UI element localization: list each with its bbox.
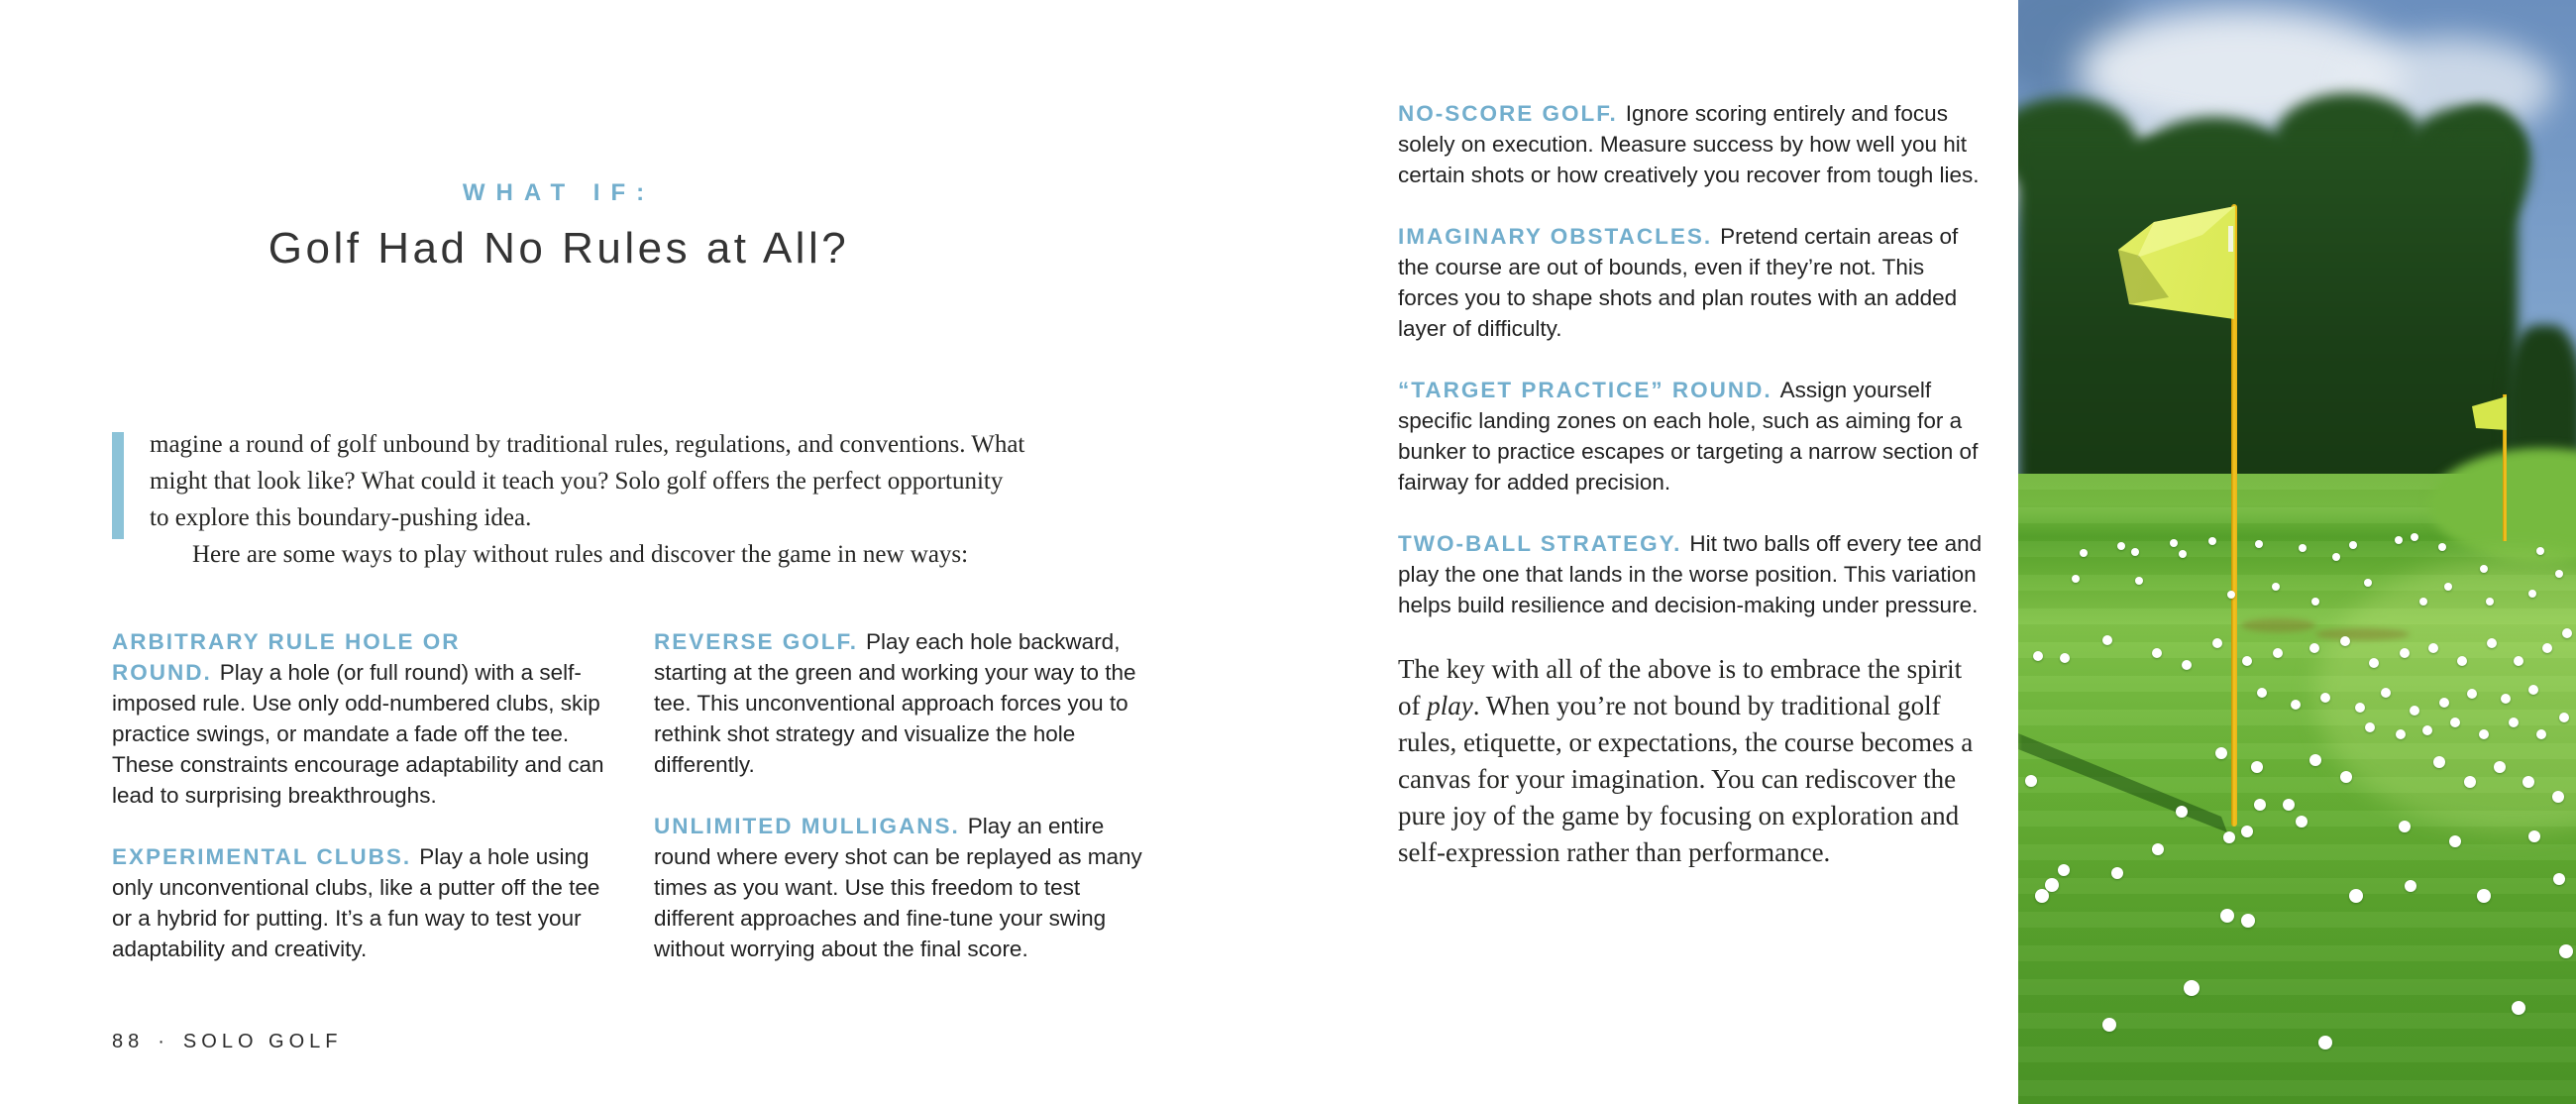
golf-ball [2559, 944, 2573, 958]
golf-ball [2212, 638, 2222, 648]
entry-no-score-golf [1398, 98, 1983, 190]
golf-ball [2369, 658, 2379, 668]
golf-ball [2025, 775, 2037, 787]
golf-ball [2450, 718, 2460, 727]
golf-ball [2552, 791, 2564, 803]
golf-ball [2170, 539, 2178, 547]
golf-ball [2299, 544, 2307, 552]
entry-arbitrary-rule [112, 626, 609, 811]
golf-ball [2422, 725, 2432, 735]
golf-ball [2501, 694, 2511, 704]
golf-ball [2365, 722, 2375, 732]
golf-ball [2220, 909, 2234, 923]
entry-body: Play a hole using only unconventional clubs, like a putter off the tee or a hybrid for putting. It’s a fun way to test your adaptability and creativity. [112, 844, 600, 961]
golf-ball [2241, 914, 2255, 928]
golf-ball [2251, 761, 2263, 773]
entry-unlimited-mulligans [654, 811, 1157, 964]
golf-ball [2528, 830, 2540, 842]
golf-ball [2080, 549, 2088, 557]
golf-ball [2215, 747, 2227, 759]
golf-ball [2467, 689, 2477, 699]
golf-ball [2033, 651, 2043, 661]
golf-ball [2396, 729, 2406, 739]
closing-text-start: The key with all of the above is to embrace the spirit of [1398, 654, 1963, 720]
golf-ball [2102, 635, 2112, 645]
entry-heading: UNLIMITED MULLIGANS. [654, 814, 960, 838]
driving-range-photo [2018, 0, 2576, 1104]
golf-ball [2311, 598, 2319, 606]
golf-ball [2349, 541, 2357, 549]
golf-ball [2487, 638, 2497, 648]
golf-ball [2428, 643, 2438, 653]
entry-body: Play a hole (or full round) with a self-imposed rule. Use only odd-numbered clubs, skip practice swings, or mandate a fade off the tee. These constraints encourage adaptability and can lead to surprising breakthroughs. [112, 660, 604, 808]
golf-ball [2152, 843, 2164, 855]
entry-heading: TWO-BALL STRATEGY. [1398, 531, 1682, 556]
golf-ball [2536, 547, 2544, 555]
golf-ball [2464, 776, 2476, 788]
entry-two-ball-strategy [1398, 528, 1983, 620]
golf-ball [2528, 685, 2538, 695]
entry-target-practice-round [1398, 375, 1983, 497]
entry-body: Ignore scoring entirely and focus solely on execution. Measure success by how well you hit certain shots or how creatively you recover from tough lies. [1398, 101, 1980, 187]
golf-ball [2410, 706, 2419, 716]
golf-ball [2522, 776, 2534, 788]
golf-ball [2273, 648, 2283, 658]
golf-ball [2257, 688, 2267, 698]
entry-heading: IMAGINARY OBSTACLES. [1398, 224, 1713, 249]
right-column [1398, 98, 1983, 871]
entry-heading: NO-SCORE GOLF. [1398, 101, 1618, 126]
golf-ball [2332, 553, 2340, 561]
intro-paragraph [150, 426, 1025, 573]
golf-ball [2405, 880, 2416, 892]
golf-ball [2542, 643, 2552, 653]
golf-ball [2272, 583, 2280, 591]
golf-ball [2320, 693, 2330, 703]
golf-ball [2340, 771, 2352, 783]
entry-reverse-golf [654, 626, 1157, 780]
golf-ball [2399, 821, 2411, 832]
closing-paragraph [1398, 651, 1978, 871]
golf-ball [2364, 579, 2372, 587]
golf-ball [2296, 816, 2308, 828]
golf-ball [2283, 799, 2295, 811]
golf-ball [2318, 1036, 2332, 1049]
golf-ball [2060, 653, 2070, 663]
golf-ball [2176, 806, 2188, 818]
golf-ball [2433, 756, 2445, 768]
entry-heading: EXPERIMENTAL CLUBS. [112, 844, 412, 869]
golf-ball [2400, 648, 2410, 658]
golf-ball [2035, 889, 2049, 903]
golf-ball [2512, 1001, 2525, 1015]
golf-ball [2395, 536, 2403, 544]
book-title: SOLO GOLF [182, 1031, 343, 1052]
footer-separator: · [158, 1031, 169, 1052]
entry-body: Hit two balls off every tee and play the one that lands in the worse position. This variation helps build resilience and decision-making under pressure. [1398, 531, 1983, 617]
golf-ball [2223, 831, 2235, 843]
golf-ball [2559, 713, 2569, 722]
golf-ball [2182, 660, 2192, 670]
golf-ball [2242, 656, 2252, 666]
golf-ball [2480, 565, 2488, 573]
golf-ball [2477, 889, 2491, 903]
golf-ball [2254, 799, 2266, 811]
golf-ball [2536, 729, 2546, 739]
entry-heading: ARBITRARY RULE HOLE OR ROUND. [112, 629, 461, 685]
golf-ball [2135, 577, 2143, 585]
golf-ball [2102, 1018, 2116, 1032]
golf-ball [2058, 864, 2070, 876]
golf-ball [2131, 548, 2139, 556]
golf-ball [2479, 729, 2489, 739]
golf-ball [2111, 867, 2123, 879]
page-number: 88 [112, 1031, 145, 1052]
golf-ball [2562, 628, 2572, 638]
golf-ball [2072, 575, 2080, 583]
golf-ball [2255, 540, 2263, 548]
left-column-2 [654, 626, 1157, 995]
golf-ball [2355, 703, 2365, 713]
golf-ball [2411, 533, 2418, 541]
golf-ball [2381, 688, 2391, 698]
golf-ball [2349, 889, 2363, 903]
golf-ball [2340, 636, 2350, 646]
golf-balls [2018, 0, 2576, 1104]
intro-follow-text: Here are some ways to play without rules and discover the game in new ways: [192, 541, 969, 568]
closing-text-end: . When you’re not bound by traditional golf rules, etiquette, or expectations, the course becomes a canvas for your imagination. You can rediscover the pure joy of the game by focusing on exploration and self-expression rather than performance. [1398, 691, 1974, 867]
entry-body: Play each hole backward, starting at the green and working your way to the tee. This unconventional approach forces you to rethink shot strategy and visualize the hole differently. [654, 629, 1136, 777]
golf-ball [2528, 590, 2536, 598]
golf-ball [2449, 835, 2461, 847]
intro-text: magine a round of golf unbound by traditional rules, regulations, and conventions. What might that look like? What could it teach you? Solo golf offers the perfect opportunity to explore this boundary-pushing idea. [150, 431, 1025, 531]
golf-ball [2152, 648, 2162, 658]
entry-imaginary-obstacles [1398, 221, 1983, 344]
entry-experimental-clubs [112, 841, 609, 964]
golf-ball [2444, 583, 2452, 591]
golf-ball [2514, 656, 2523, 666]
drop-cap-bar [112, 432, 124, 539]
golf-ball [2486, 598, 2494, 606]
closing-italic-word: play [1427, 691, 1473, 720]
golf-ball [2553, 873, 2565, 885]
golf-ball [2045, 878, 2059, 892]
golf-ball [2494, 761, 2506, 773]
golf-ball [2457, 656, 2467, 666]
entry-heading: REVERSE GOLF. [654, 629, 859, 654]
entry-body: Assign yourself specific landing zones on each hole, such as aiming for a bunker to practice escapes or targeting a narrow section of fairway for added precision. [1398, 378, 1979, 495]
golf-ball [2309, 643, 2319, 653]
entry-heading: “TARGET PRACTICE” ROUND. [1398, 378, 1772, 402]
golf-ball [2555, 570, 2563, 578]
entry-body: Pretend certain areas of the course are out of bounds, even if they’re not. This forces you to shape shots and plan routes with an added layer of difficulty. [1398, 224, 1959, 341]
golf-ball [2208, 537, 2216, 545]
golf-ball [2227, 591, 2235, 599]
golf-ball [2241, 826, 2253, 837]
golf-ball [2184, 980, 2200, 996]
golf-ball [2117, 542, 2125, 550]
golf-ball [2419, 598, 2427, 606]
golf-ball [2309, 754, 2321, 766]
golf-ball [2509, 718, 2519, 727]
golf-ball [2179, 550, 2187, 558]
kicker: WHAT IF: [462, 179, 656, 206]
golf-ball [2291, 700, 2301, 710]
entry-body: Play an entire round where every shot can be replayed as many times as you want. Use this freedom to test different approaches and fine-tune your swing without worrying about the final score. [654, 814, 1142, 961]
page-footer [112, 1031, 357, 1053]
left-column-1 [112, 626, 609, 995]
golf-ball [2438, 543, 2446, 551]
page-title: Golf Had No Rules at All? [268, 224, 850, 273]
golf-ball [2439, 698, 2449, 708]
